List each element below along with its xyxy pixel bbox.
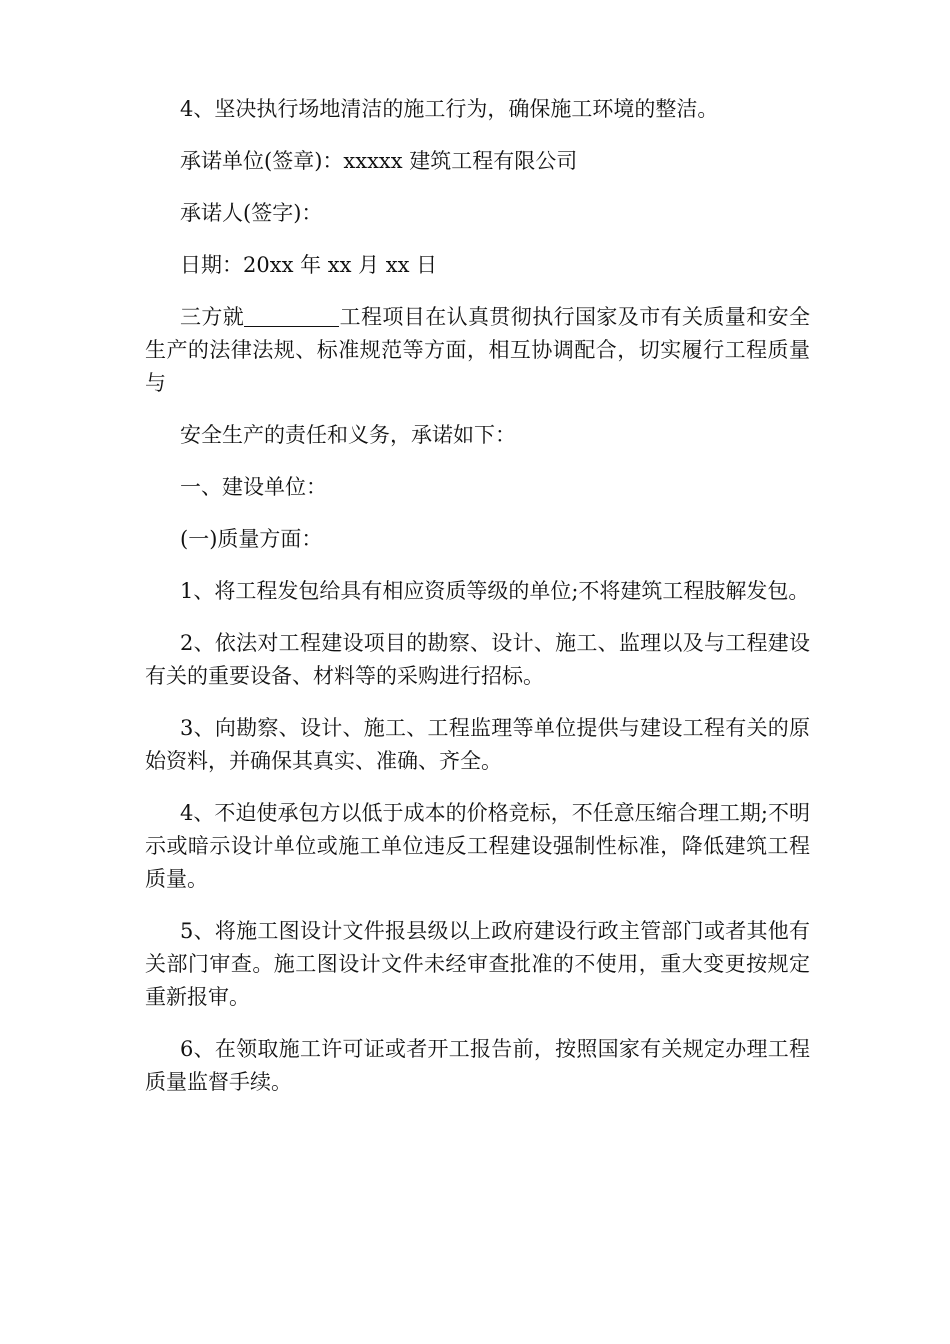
- three-parties-rest: 工程项目在认真贯彻执行国家及市有关质量和安全生产的法律法规、标准规范等方面，相互协调配合，切实履行工程质量与: [145, 305, 811, 395]
- item-3-original-data: 3、向勘察、设计、施工、工程监理等单位提供与建设工程有关的原始资料，并确保其真实、准确、齐全。: [145, 716, 810, 773]
- document-body: [145, 93, 810, 1118]
- paragraph-commitment-intro: 安全生产的责任和义务，承诺如下：: [180, 423, 516, 447]
- paragraph-committing-person: 承诺人(签字)：: [180, 201, 323, 225]
- heading-construction-unit: 一、建设单位：: [180, 475, 327, 499]
- item-1-contracting: 1、将工程发包给具有相应资质等级的单位;不将建筑工程肢解发包。: [180, 579, 810, 603]
- heading-quality-aspect: (一)质量方面：: [180, 527, 323, 551]
- item-2-bidding: 2、依法对工程建设项目的勘察、设计、施工、监理以及与工程建设有关的重要设备、材料等的采购进行招标。: [145, 631, 810, 688]
- item-5-drawing-review: 5、将施工图设计文件报县级以上政府建设行政主管部门或者其他有关部门审查。施工图设计文件未经审查批准的不使用，重大变更按规定重新报审。: [145, 919, 810, 1009]
- item-4-no-coercion: 4、不迫使承包方以低于成本的价格竞标，不任意压缩合理工期;不明示或暗示设计单位或施工单位违反工程建设强制性标准，降低建筑工程质量。: [145, 801, 810, 891]
- item-6-quality-supervision: 6、在领取施工许可证或者开工报告前，按照国家有关规定办理工程质量监督手续。: [145, 1037, 810, 1094]
- paragraph-site-cleanliness: 4、坚决执行场地清洁的施工行为，确保施工环境的整洁。: [180, 97, 719, 121]
- paragraph-committing-unit: 承诺单位(签章)：xxxxx 建筑工程有限公司: [180, 149, 578, 173]
- three-parties-lead: 三方就: [180, 305, 245, 329]
- project-name-blank: [244, 304, 339, 327]
- paragraph-date: 日期：20xx 年 xx 月 xx 日: [180, 253, 438, 277]
- paragraph-three-parties: [145, 301, 810, 400]
